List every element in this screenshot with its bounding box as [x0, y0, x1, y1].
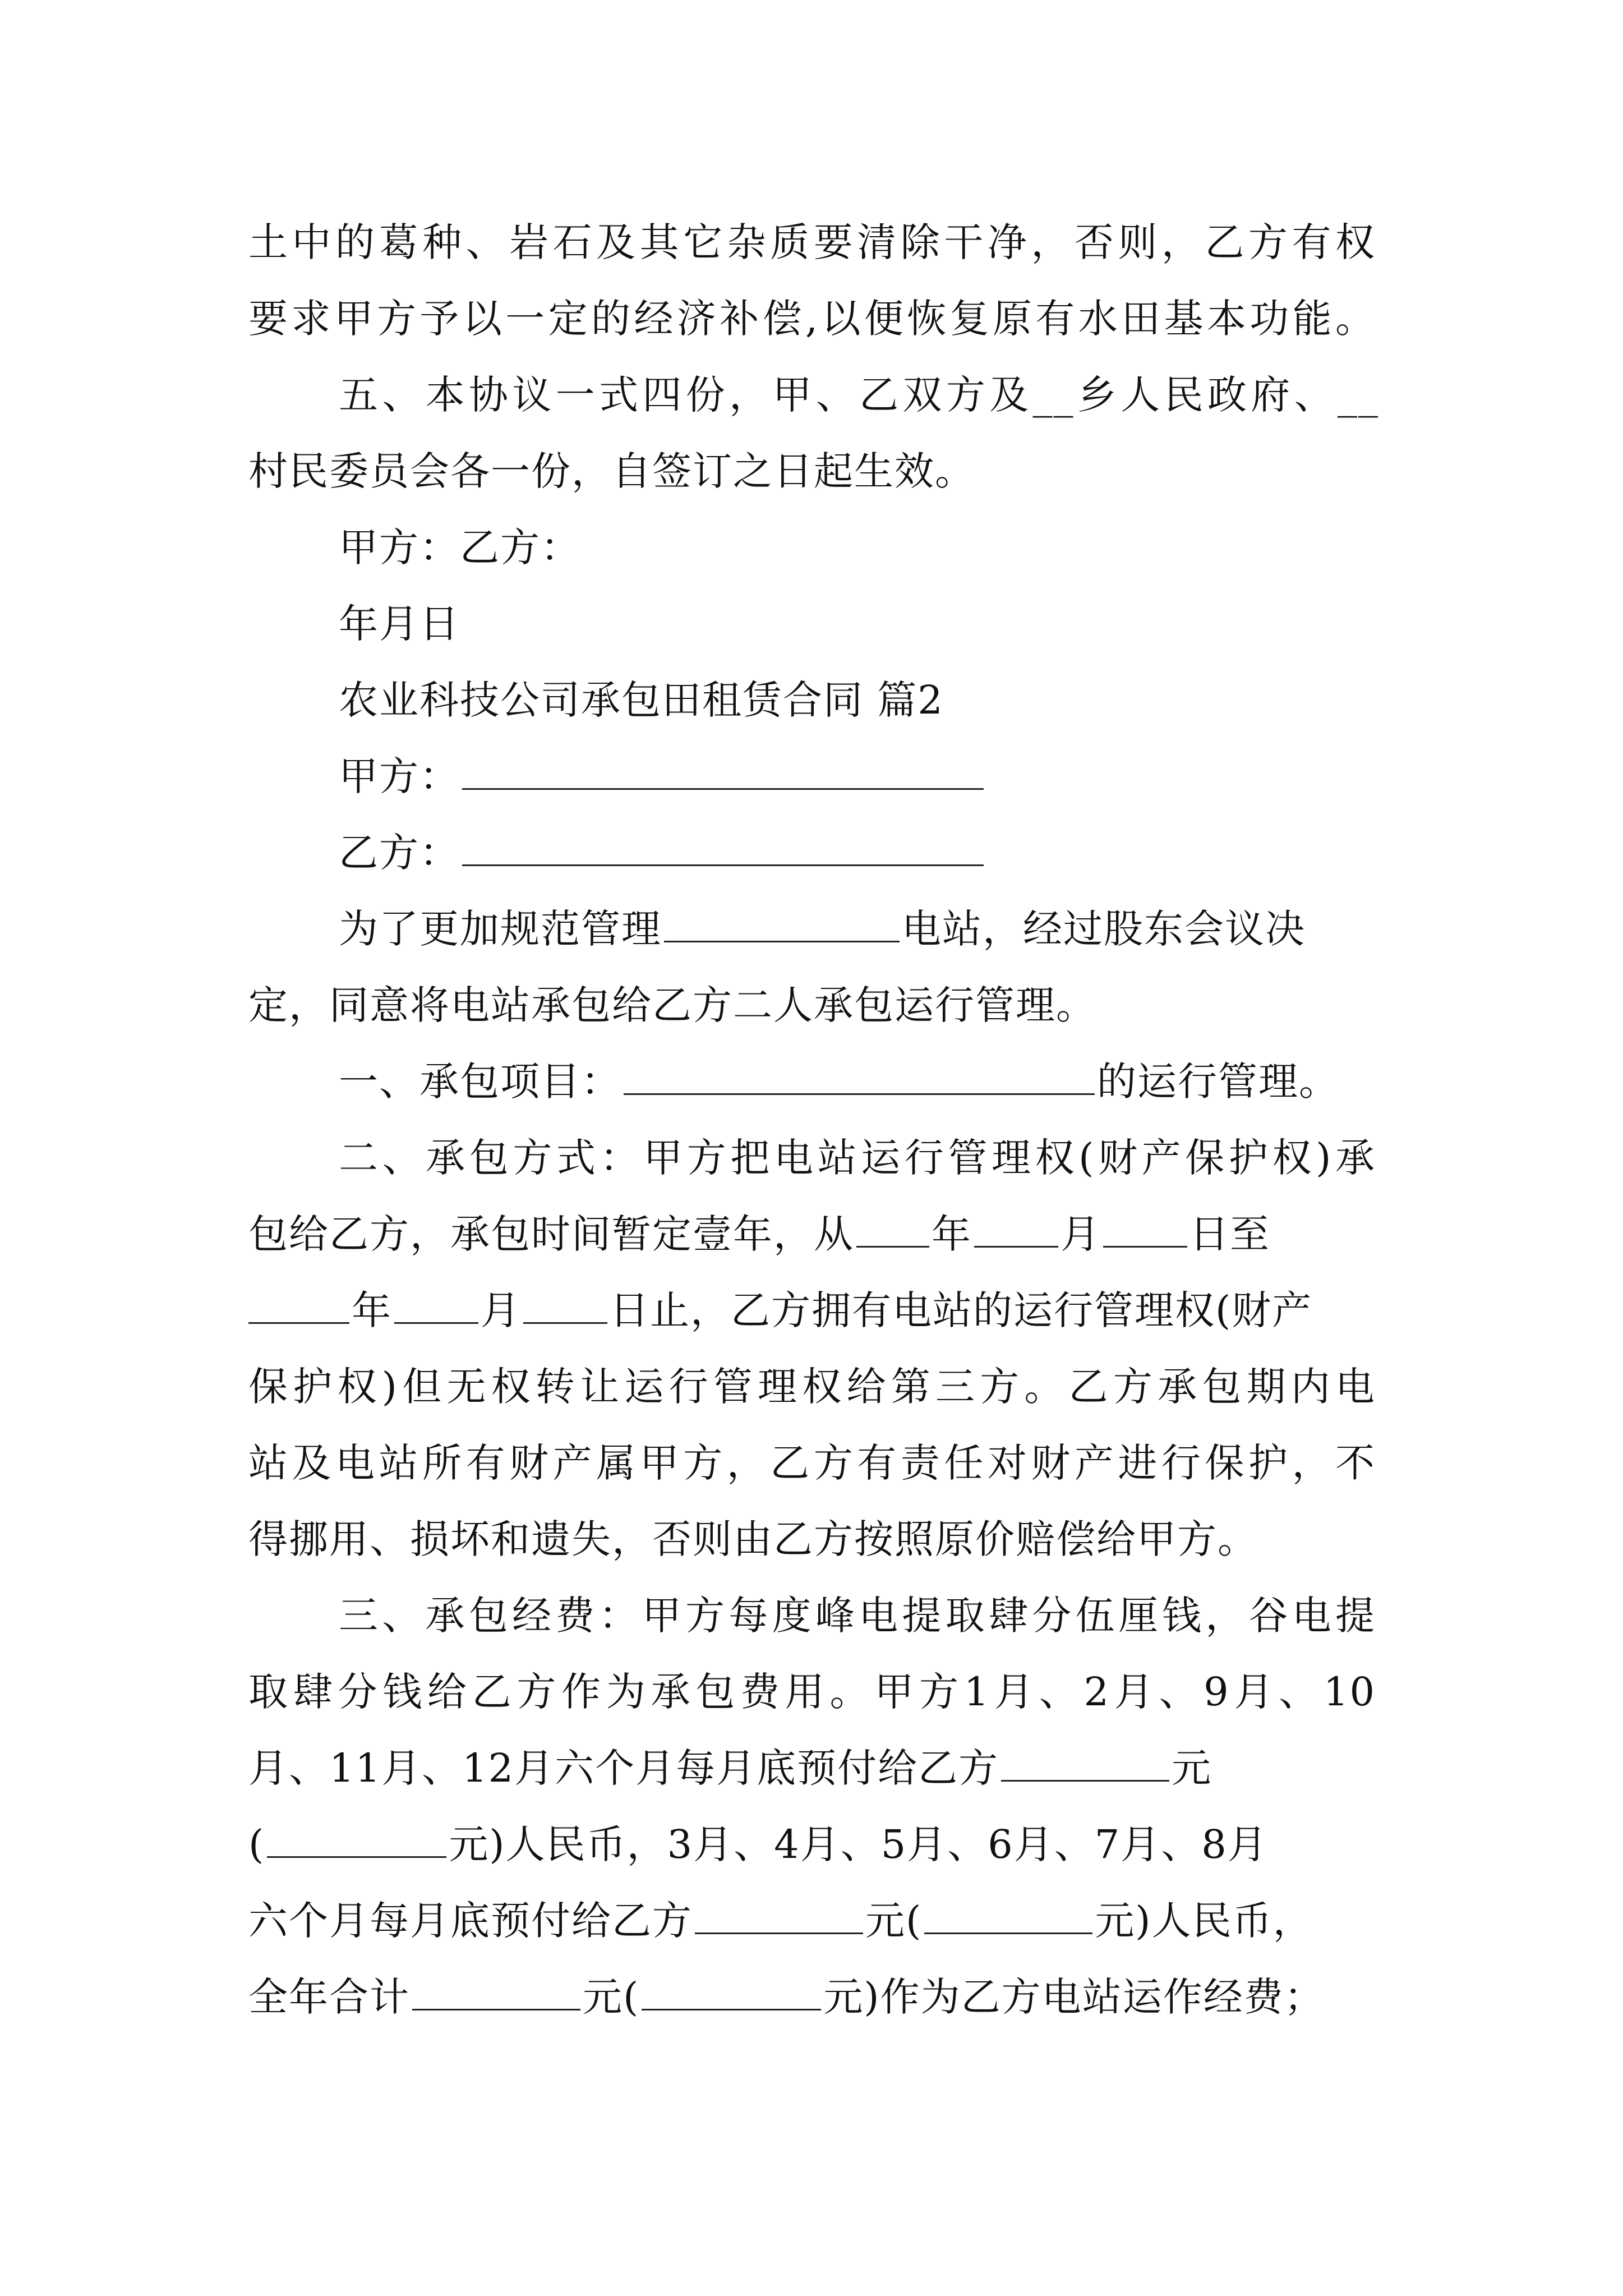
party-a-line: [339, 748, 986, 804]
line-text: 取肆分钱给乙方作为承包费用。甲方1月、2月、9月、10: [248, 1669, 1376, 1715]
prepay-a-blank: [1001, 1747, 1169, 1782]
project-blank: [624, 1061, 1095, 1095]
text-line-22: [248, 1816, 1268, 1872]
text-line-10: [339, 901, 1306, 957]
prepay-a-words-blank: [267, 1824, 446, 1858]
line-text: 元(: [865, 1898, 923, 1944]
text-line-14: [248, 1206, 1270, 1262]
text-line-3: [339, 367, 1379, 423]
line-text: 元(: [583, 1974, 640, 2020]
contract-item-2: [339, 1130, 1376, 1186]
party-b-label: 乙方：: [339, 830, 460, 876]
line-text: 元)人民币，: [1095, 1898, 1313, 1944]
line-text: 月: [1061, 1211, 1101, 1257]
text-line-16: [248, 1359, 1376, 1415]
line-text: 一、承包项目：: [339, 1059, 621, 1105]
line-text: 年月日: [339, 601, 460, 647]
line-text: 六个月每月底预付给乙方: [248, 1898, 693, 1944]
start-year-blank: [856, 1213, 929, 1248]
text-line-4: [248, 443, 975, 499]
text-line-18: [248, 1511, 1258, 1567]
line-text: 年: [932, 1211, 972, 1257]
end-day-blank: [523, 1290, 607, 1324]
end-year-blank: [248, 1290, 349, 1324]
line-text: 月: [481, 1287, 521, 1333]
text-line-11: [248, 977, 1096, 1033]
line-text: 元: [1172, 1745, 1212, 1791]
line-text: 元)作为乙方电站运作经费；: [823, 1974, 1325, 2020]
line-text: (: [248, 1821, 265, 1867]
party-a-label: 甲方：: [339, 753, 460, 799]
end-month-blank: [394, 1290, 478, 1324]
text-line-24: [248, 1969, 1325, 2025]
text-line-1: [248, 214, 1376, 270]
line-text: 年: [352, 1287, 392, 1333]
text-line-2: [248, 291, 1376, 347]
party-b-blank: [462, 832, 984, 866]
line-text: 二、承包方式：甲方把电站运行管理权(财产保护权)承: [339, 1135, 1376, 1181]
line-text: 要求甲方予以一定的经济补偿,以便恢复原有水田基本功能。: [248, 296, 1376, 342]
contract-item-1: [339, 1053, 1339, 1110]
line-text: 五、本协议一式四份，甲、乙双方及__乡人民政府、__: [339, 372, 1379, 418]
text-line-23: [248, 1893, 1313, 1949]
start-month-blank: [974, 1213, 1058, 1248]
section-title: [339, 672, 944, 728]
prepay-b-blank: [695, 1900, 863, 1934]
text-line-15: [248, 1282, 1312, 1338]
text-line-21: [248, 1740, 1212, 1796]
line-text: 土中的葛种、岩石及其它杂质要清除干净，否则，乙方有权: [248, 219, 1376, 265]
line-text: 站及电站所有财产属甲方，乙方有责任对财产进行保护，不: [248, 1440, 1376, 1486]
line-text: 得挪用、损坏和遗失，否则由乙方按照原价赔偿给甲方。: [248, 1516, 1258, 1562]
line-text: 保护权)但无权转让运行管理权给第三方。乙方承包期内电: [248, 1364, 1376, 1410]
line-text: 农业科技公司承包田租赁合同 篇2: [339, 677, 944, 723]
line-text: 日止，乙方拥有电站的运行管理权(财产: [610, 1287, 1313, 1333]
date-line: [339, 596, 460, 652]
line-text: 月、11月、12月六个月每月底预付给乙方: [248, 1745, 999, 1791]
text-line-20: [248, 1664, 1376, 1720]
annual-total-words-blank: [642, 1976, 821, 2010]
line-text: 甲方：乙方：: [339, 524, 581, 570]
prepay-b-words-blank: [924, 1900, 1092, 1934]
line-text: 为了更加规范管理: [339, 906, 662, 952]
contract-item-3: [339, 1588, 1376, 1644]
start-day-blank: [1103, 1213, 1187, 1248]
line-text: 的运行管理。: [1097, 1059, 1339, 1105]
station-name-blank: [664, 908, 900, 942]
line-text: 定，同意将电站承包给乙方二人承包运行管理。: [248, 982, 1096, 1028]
party-a-blank: [462, 756, 984, 790]
line-text: 全年合计: [248, 1974, 410, 2020]
line-text: 包给乙方，承包时间暂定壹年，从: [248, 1211, 854, 1257]
annual-total-blank: [412, 1976, 580, 2010]
text-line-17: [248, 1435, 1376, 1491]
line-text: 三、承包经费：甲方每度峰电提取肆分伍厘钱，谷电提: [339, 1593, 1376, 1639]
line-text: 电站，经过股东会议决: [902, 906, 1306, 952]
line-text: 元)人民币，3月、4月、5月、6月、7月、8月: [449, 1821, 1268, 1867]
line-text: 日至: [1189, 1211, 1270, 1257]
party-b-line: [339, 825, 986, 881]
line-text: 村民委员会各一份，自签订之日起生效。: [248, 448, 975, 494]
signature-party-labels: [339, 519, 581, 576]
